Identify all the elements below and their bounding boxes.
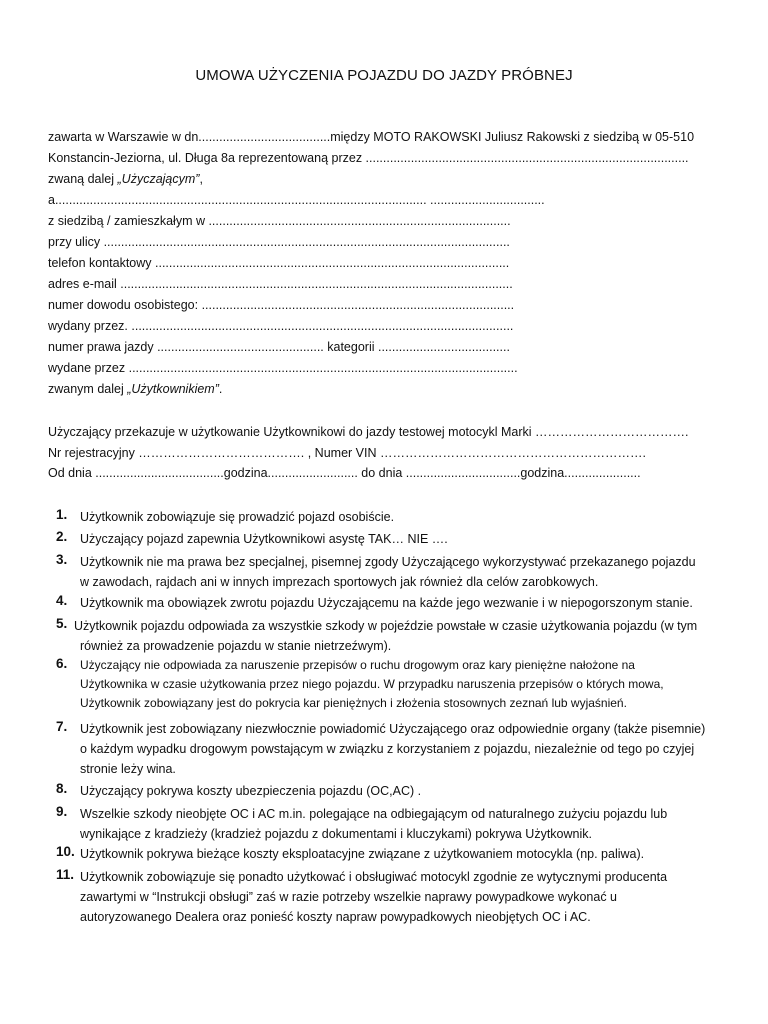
clause-number: 11. — [56, 867, 75, 882]
clause-number: 1. — [56, 507, 68, 522]
clause-line: autoryzowanego Dealera oraz ponieść koszty napraw powypadkowych nieobjętych OC i AC. — [80, 910, 591, 924]
user-license-issuer-field: wydane przez ................................................................................................................ — [48, 361, 518, 375]
user-name-field: a........................................................................................................... ................................. — [48, 193, 545, 207]
user-designation-name: „Użytkownikiem” — [127, 382, 219, 396]
user-license-field: numer prawa jazdy ................................................ kategorii ...................................... — [48, 340, 510, 354]
clause-text — [80, 593, 730, 613]
clause-number: 4. — [56, 593, 68, 608]
clause-text — [80, 804, 730, 844]
clause-line: Użytkownik ma obowiązek zwrotu pojazdu Użyczającemu na każde jego wezwanie i w niepogorszonym stanie. — [80, 596, 693, 610]
header-line-2: Konstancin-Jeziorna, ul. Długa 8a reprezentowaną przez ............................................................................................. — [48, 151, 689, 165]
clause-line: Użytkownik zobowiązuje się prowadzić pojazd osobiście. — [80, 510, 395, 524]
user-id-field: numer dowodu osobistego: .......................................................................................... — [48, 298, 515, 312]
clause-line: Wszelkie szkody nieobjęte OC i AC m.in. polegające na odbiegającym od naturalnego zużyciu pojazdu lub — [80, 807, 668, 821]
borrower-designation-name: „Użyczającym” — [117, 172, 200, 186]
clause-line: stronie leży wina. — [80, 762, 176, 776]
clause-line: Użytkownik jest zobowiązany niezwłocznie powiadomić Użyczającego oraz odpowiednie organy (także pisemnie) — [80, 722, 706, 736]
user-street-field: przy ulicy ..................................................................................................................... — [48, 235, 510, 249]
clause-text — [80, 781, 730, 801]
user-email-field: adres e-mail ................................................................................................................. — [48, 277, 513, 291]
user-designation — [48, 382, 222, 397]
clause-text — [80, 656, 730, 713]
clause-line: o każdym wypadku drogowym powstającym w związku z korzystaniem z pojazdu, niezależnie od tego po czyjej — [80, 742, 695, 756]
clause-line: Użytkownik zobowiązany jest do pokrycia kar pieniężnych i złożenia stosownych zeznań lub wyjaśnień. — [80, 696, 627, 710]
user-address-field: z siedzibą / zamieszkałym w ....................................................................................... — [48, 214, 511, 228]
clause-number: 10. — [56, 844, 75, 859]
clause-number: 8. — [56, 781, 68, 796]
clause-text — [80, 552, 730, 592]
clause-line: Użyczający pokrywa koszty ubezpieczenia pojazdu (OC,AC) . — [80, 784, 422, 798]
clause-line: zawartymi w “Instrukcji obsługi” zaś w razie potrzeby wszelkie naprawy powypadkowe wykonać u — [80, 890, 618, 904]
borrower-designation — [48, 172, 203, 187]
clause-line: wynikające z kradzieży (kradzież pojazdu z dokumentami i kluczykami) pokrywa Użytkownik. — [80, 827, 592, 841]
clause-text — [80, 507, 730, 527]
clause-number: 9. — [56, 804, 68, 819]
clause-number: 3. — [56, 552, 68, 567]
document-title: UMOWA UŻYCZENIA POJAZDU DO JAZDY PRÓBNEJ — [195, 67, 573, 84]
header-line-1: zawarta w Warszawie w dn......................................między MOTO RAKOWSKI Juliusz Rakowski z siedzibą w 05-510 — [48, 130, 695, 144]
clause-number: 2. — [56, 529, 68, 544]
clause-text — [80, 529, 730, 549]
clause-number: 6. — [56, 656, 68, 671]
vehicle-make-line: Użyczający przekazuje w użytkowanie Użytkownikowi do jazdy testowej motocykl Marki ………………………………. — [48, 425, 689, 439]
clause-line: w zawodach, rajdach ani w innych imprezach sportowych jak również dla celów zarobkowych. — [80, 575, 599, 589]
user-designation-prefix: zwanym dalej — [48, 382, 128, 396]
user-phone-field: telefon kontaktowy ...................................................................................................... — [48, 256, 510, 270]
clause-text — [80, 719, 730, 779]
user-designation-suffix: . — [218, 382, 223, 396]
user-id-issuer-field: wydany przez. .............................................................................................................. — [48, 319, 514, 333]
borrower-designation-suffix: , — [199, 172, 203, 186]
clause-line: Użytkownik zobowiązuje się ponadto użytkować i obsługiwać motocykl zgodnie ze wytycznymi producenta — [80, 870, 668, 884]
clause-number: 7. — [56, 719, 68, 734]
clause-text — [74, 616, 724, 656]
clause-line: Użyczający nie odpowiada za naruszenie przepisów o ruchu drogowym oraz kary pieniężne nałożone na — [80, 658, 635, 672]
clause-number: 5. — [56, 616, 68, 631]
clause-line: również za prowadzenie pojazdu w stanie nietrzeźwym). — [80, 639, 392, 653]
clause-line: Użyczający pojazd zapewnia Użytkownikowi asystę TAK… NIE …. — [80, 532, 448, 546]
borrower-designation-prefix: zwaną dalej — [48, 172, 118, 186]
clause-text — [80, 844, 730, 864]
vehicle-period-line: Od dnia .....................................godzina.......................... do dnia .................................godzina...................... — [48, 466, 641, 480]
vehicle-registration-line: Nr rejestracyjny …………………………………. , Numer VIN ………………………………………………………. — [48, 446, 646, 460]
clause-line: Użytkownik pojazdu odpowiada za wszystkie szkody w pojeździe powstałe w czasie użytkowania pojazdu (w tym — [74, 619, 698, 633]
clause-text — [80, 867, 730, 927]
clause-line: Użytkownik nie ma prawa bez specjalnej, pisemnej zgody Użyczającego wykorzystywać przekazanego pojazdu — [80, 555, 696, 569]
clause-line: Użytkownika w czasie użytkowania przez niego pojazdu. W przypadku naruszenia przepisów o których mowa, — [80, 677, 664, 691]
clause-line: Użytkownik pokrywa bieżące koszty eksploatacyjne związane z użytkowaniem motocykla (np. paliwa). — [80, 847, 645, 861]
